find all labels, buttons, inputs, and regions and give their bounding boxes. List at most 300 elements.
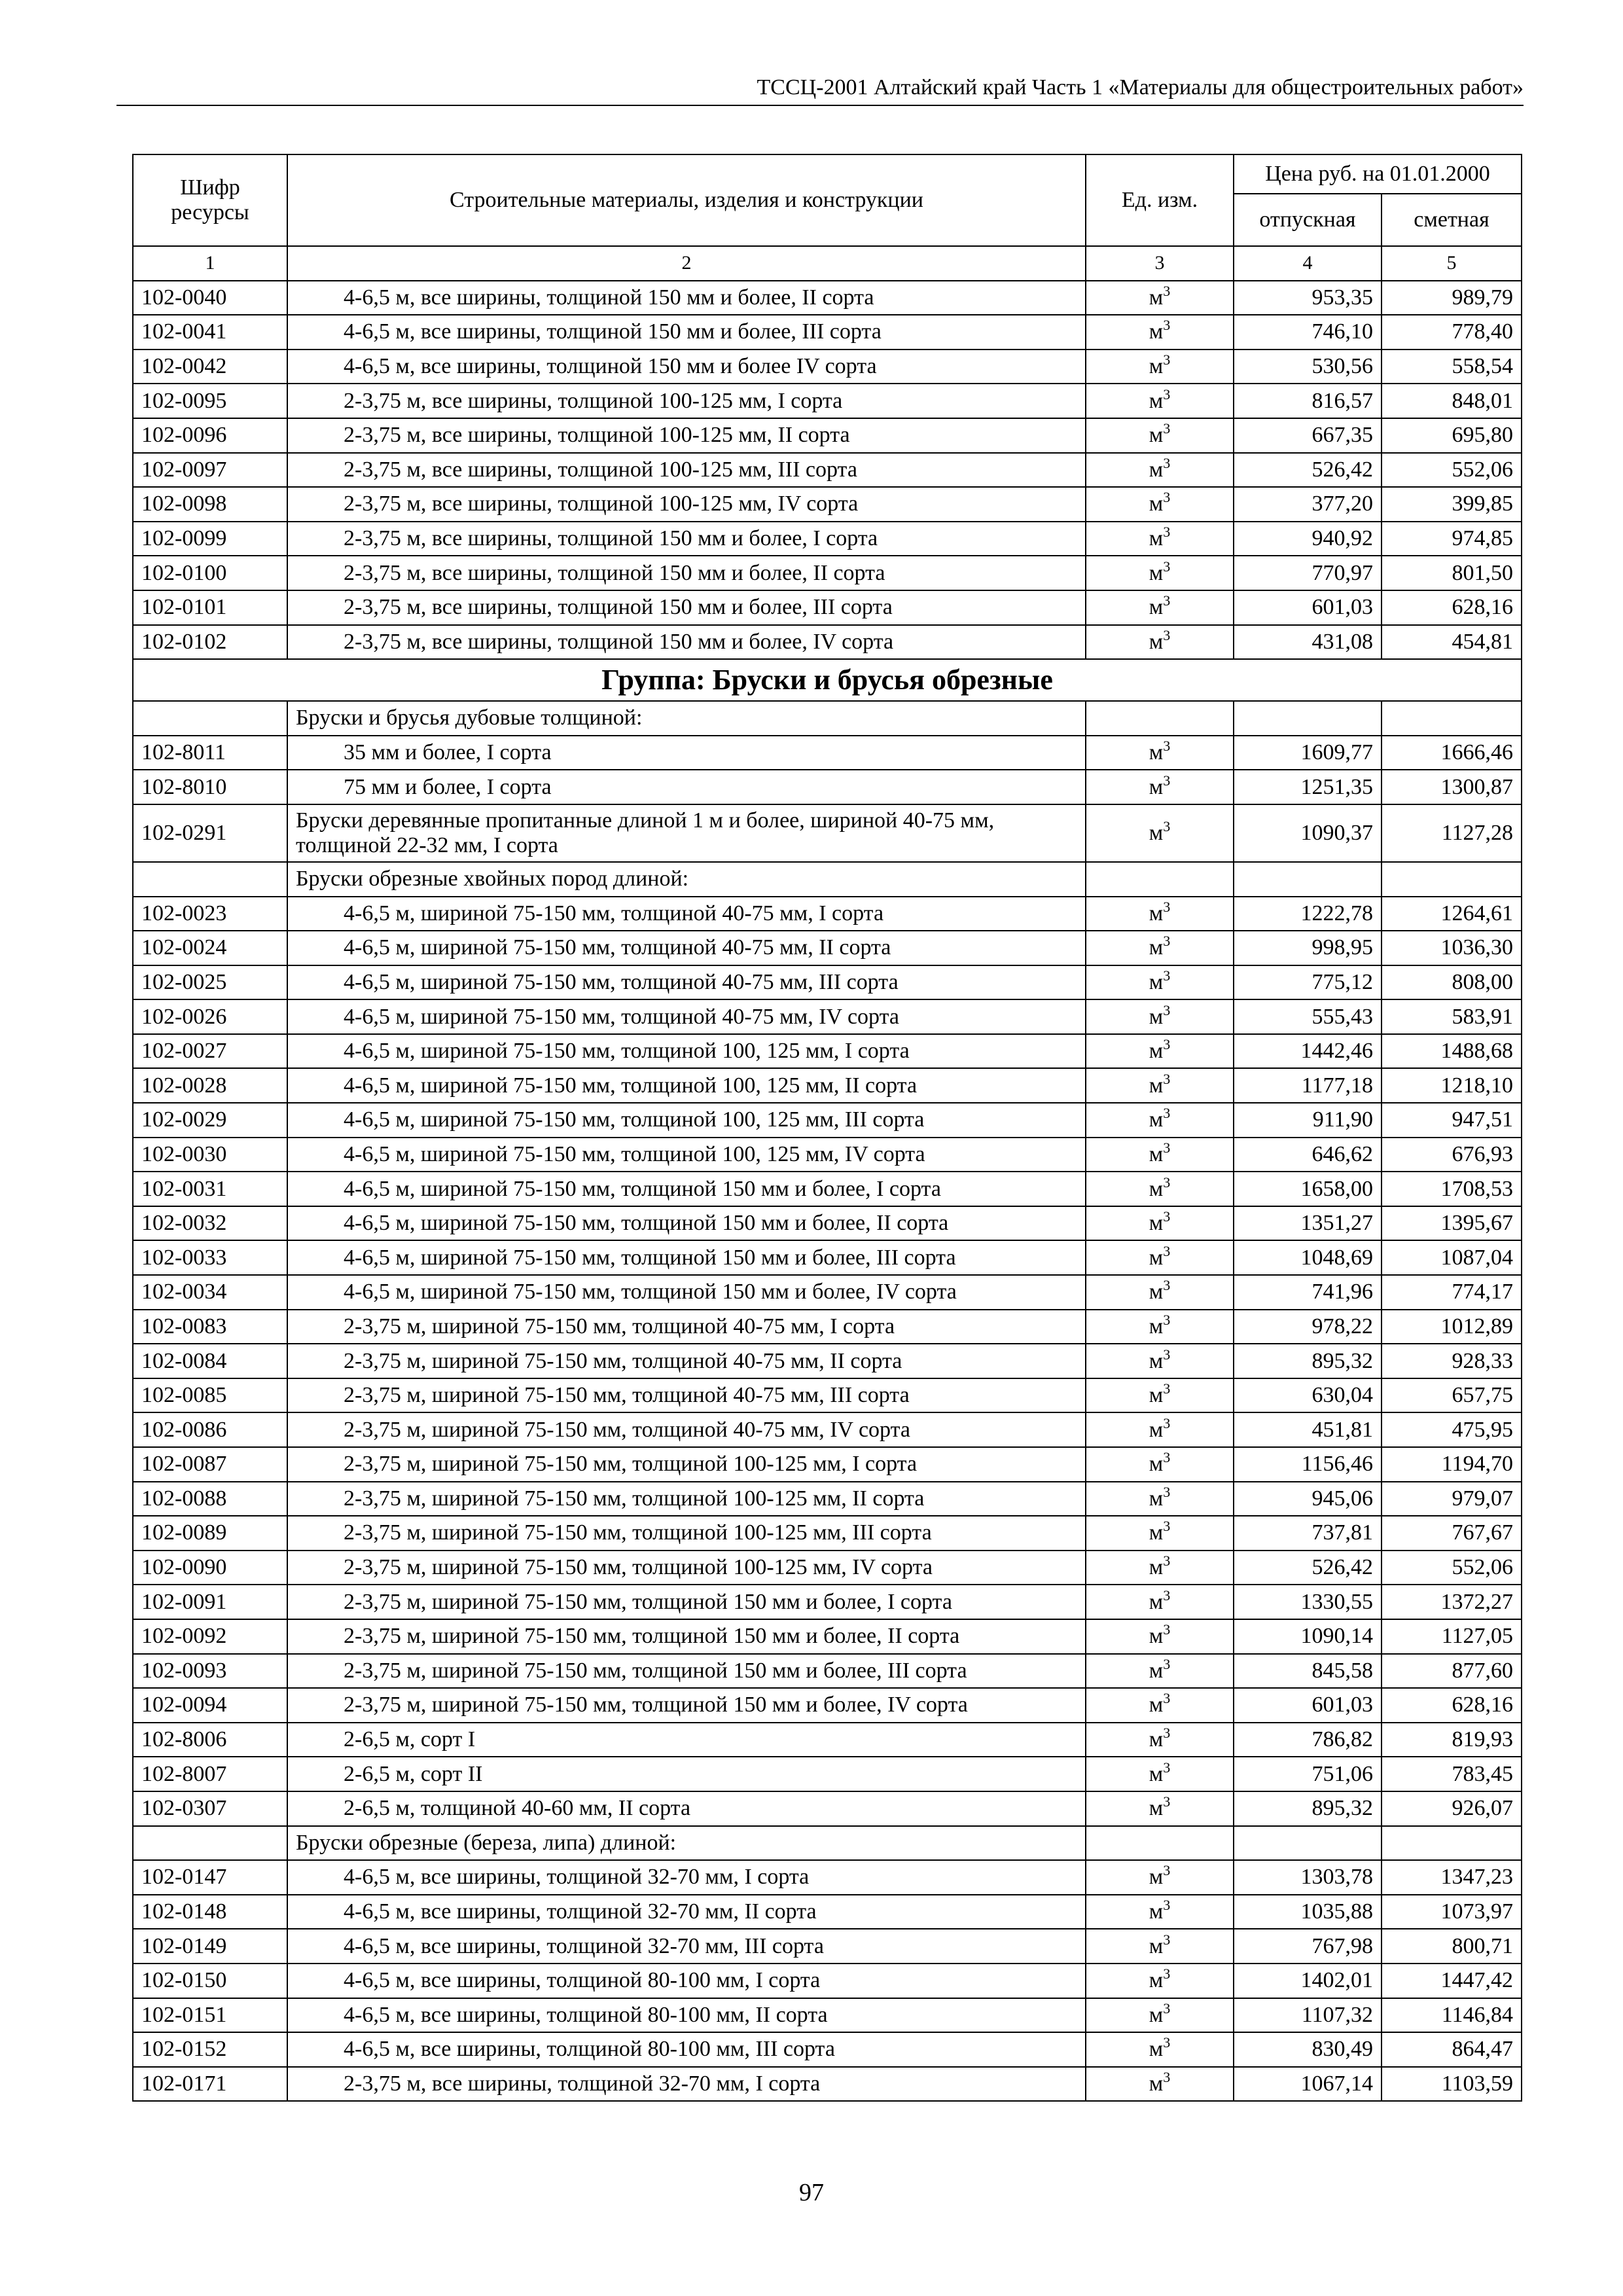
table-row (133, 625, 1522, 660)
subgroup-heading: Бруски и брусья дубовые толщиной: (287, 701, 1086, 736)
resource-code: 102-0095 (133, 384, 287, 418)
material-name: 2-6,5 м, сорт II (287, 1757, 1086, 1791)
price-release: 1048,69 (1234, 1240, 1382, 1275)
table-row (133, 1482, 1522, 1516)
unit-exponent: 3 (1163, 1897, 1171, 1914)
unit-label: м (1149, 285, 1164, 310)
unit-label: м (1149, 1417, 1164, 1442)
subgroup-unit-cell (1086, 701, 1234, 736)
unit-label: м (1149, 1899, 1164, 1924)
col-header-code: Шифр ресурсы (133, 154, 287, 246)
price-estimate: 1372,27 (1382, 1585, 1522, 1619)
unit-exponent: 3 (1163, 2068, 1171, 2085)
material-name: 4-6,5 м, шириной 75-150 мм, толщиной 40-75 мм, IV сорта (287, 999, 1086, 1034)
unit-label: м (1149, 1727, 1164, 1752)
unit-cell (1086, 1964, 1234, 1998)
table-row (133, 1344, 1522, 1378)
price-release: 751,06 (1234, 1757, 1382, 1791)
resource-code: 102-0030 (133, 1138, 287, 1172)
unit-exponent: 3 (1163, 1449, 1171, 1466)
price-estimate: 628,16 (1382, 590, 1522, 625)
table-row (133, 770, 1522, 804)
material-name: 2-3,75 м, все ширины, толщиной 150 мм и более, IV сорта (287, 625, 1086, 660)
price-release: 845,58 (1234, 1654, 1382, 1689)
table-row (133, 1275, 1522, 1310)
unit-cell (1086, 2032, 1234, 2067)
unit-cell (1086, 999, 1234, 1034)
unit-label: м (1149, 354, 1164, 379)
table-row (133, 1585, 1522, 1619)
unit-exponent: 3 (1163, 1346, 1171, 1363)
price-estimate: 628,16 (1382, 1688, 1522, 1723)
price-estimate: 808,00 (1382, 965, 1522, 1000)
price-estimate: 974,85 (1382, 522, 1522, 556)
resource-code: 102-8011 (133, 736, 287, 770)
unit-exponent: 3 (1163, 1931, 1171, 1948)
unit-exponent: 3 (1163, 1242, 1171, 1259)
material-name: 2-3,75 м, шириной 75-150 мм, толщиной 150 мм и более, I сорта (287, 1585, 1086, 1619)
unit-cell (1086, 1275, 1234, 1310)
unit-exponent: 3 (1163, 738, 1171, 755)
price-estimate: 1087,04 (1382, 1240, 1522, 1275)
unit-exponent: 3 (1163, 626, 1171, 643)
page-header: ТССЦ-2001 Алтайский край Часть 1 «Материалы для общестроительных работ» (116, 73, 1524, 106)
column-number: 4 (1234, 246, 1382, 281)
unit-exponent: 3 (1163, 933, 1171, 950)
unit-exponent: 3 (1163, 1965, 1171, 1982)
resource-code: 102-0100 (133, 556, 287, 590)
material-name: 2-3,75 м, шириной 75-150 мм, толщиной 40-75 мм, IV сорта (287, 1412, 1086, 1447)
price-table-body (133, 281, 1522, 2102)
price-estimate: 1127,28 (1382, 804, 1522, 862)
price-release: 1251,35 (1234, 770, 1382, 804)
unit-cell (1086, 1516, 1234, 1551)
resource-code: 102-0042 (133, 350, 287, 384)
price-estimate: 657,75 (1382, 1378, 1522, 1413)
price-release: 1609,77 (1234, 736, 1382, 770)
unit-label: м (1149, 1520, 1164, 1545)
unit-cell (1086, 1619, 1234, 1654)
unit-exponent: 3 (1163, 2000, 1171, 2017)
column-number: 5 (1382, 246, 1522, 281)
price-release: 601,03 (1234, 590, 1382, 625)
unit-label: м (1149, 423, 1164, 448)
material-name: 4-6,5 м, все ширины, толщиной 80-100 мм, I сорта (287, 1964, 1086, 1998)
price-estimate: 926,07 (1382, 1791, 1522, 1826)
price-release: 746,10 (1234, 315, 1382, 350)
price-release: 377,20 (1234, 487, 1382, 522)
table-row (133, 1619, 1522, 1654)
price-release: 431,08 (1234, 625, 1382, 660)
page-number: 97 (799, 2179, 824, 2206)
material-name: 4-6,5 м, шириной 75-150 мм, толщиной 40-75 мм, III сорта (287, 965, 1086, 1000)
subgroup-release-cell (1234, 1826, 1382, 1861)
table-row (133, 556, 1522, 590)
unit-label: м (1149, 595, 1164, 620)
subgroup-estimate-cell (1382, 862, 1522, 897)
unit-cell (1086, 1654, 1234, 1689)
price-release: 741,96 (1234, 1275, 1382, 1310)
unit-exponent: 3 (1163, 772, 1171, 789)
column-number: 3 (1086, 246, 1234, 281)
subgroup-row (133, 862, 1522, 897)
resource-code: 102-0023 (133, 897, 287, 931)
price-release: 630,04 (1234, 1378, 1382, 1413)
unit-label: м (1149, 1624, 1164, 1649)
price-estimate: 989,79 (1382, 281, 1522, 315)
unit-exponent: 3 (1163, 1311, 1171, 1328)
unit-exponent: 3 (1163, 1105, 1171, 1122)
price-estimate: 928,33 (1382, 1344, 1522, 1378)
unit-cell (1086, 1310, 1234, 1344)
resource-code: 102-0032 (133, 1206, 287, 1241)
resource-code: 102-0101 (133, 590, 287, 625)
unit-exponent: 3 (1163, 489, 1171, 506)
resource-code: 102-0092 (133, 1619, 287, 1654)
material-name: 2-3,75 м, шириной 75-150 мм, толщиной 40-75 мм, I сорта (287, 1310, 1086, 1344)
price-estimate: 1218,10 (1382, 1068, 1522, 1103)
price-estimate: 1073,97 (1382, 1895, 1522, 1929)
unit-exponent: 3 (1163, 592, 1171, 609)
price-release: 1222,78 (1234, 897, 1382, 931)
table-row (133, 1860, 1522, 1895)
price-release: 1330,55 (1234, 1585, 1382, 1619)
material-name: 4-6,5 м, шириной 75-150 мм, толщиной 100, 125 мм, III сорта (287, 1103, 1086, 1138)
price-release: 816,57 (1234, 384, 1382, 418)
column-number: 1 (133, 246, 287, 281)
price-estimate: 979,07 (1382, 1482, 1522, 1516)
unit-exponent: 3 (1163, 1587, 1171, 1604)
unit-cell (1086, 1688, 1234, 1723)
unit-cell (1086, 1585, 1234, 1619)
table-row (133, 281, 1522, 315)
unit-cell (1086, 1240, 1234, 1275)
price-release: 667,35 (1234, 418, 1382, 453)
price-estimate: 1447,42 (1382, 1964, 1522, 1998)
subgroup-code-cell (133, 701, 287, 736)
unit-exponent: 3 (1163, 282, 1171, 299)
material-name: 2-3,75 м, все ширины, толщиной 100-125 мм, III сорта (287, 453, 1086, 488)
unit-cell (1086, 931, 1234, 965)
unit-exponent: 3 (1163, 454, 1171, 471)
unit-cell (1086, 1138, 1234, 1172)
resource-code: 102-0102 (133, 625, 287, 660)
unit-cell (1086, 770, 1234, 804)
material-name: 4-6,5 м, шириной 75-150 мм, толщиной 150 мм и более, II сорта (287, 1206, 1086, 1241)
resource-code: 102-0291 (133, 804, 287, 862)
material-name: 4-6,5 м, все ширины, толщиной 32-70 мм, III сорта (287, 1929, 1086, 1964)
unit-exponent: 3 (1163, 1174, 1171, 1191)
table-row (133, 1723, 1522, 1757)
table-row (133, 1206, 1522, 1241)
material-name: 4-6,5 м, шириной 75-150 мм, толщиной 150 мм и более, III сорта (287, 1240, 1086, 1275)
price-estimate: 583,91 (1382, 999, 1522, 1034)
unit-label: м (1149, 1280, 1164, 1304)
material-name: 4-6,5 м, все ширины, толщиной 32-70 мм, I сорта (287, 1860, 1086, 1895)
price-estimate: 783,45 (1382, 1757, 1522, 1791)
unit-label: м (1149, 969, 1164, 994)
unit-label: м (1149, 1865, 1164, 1890)
unit-cell (1086, 1206, 1234, 1241)
material-name: 2-3,75 м, все ширины, толщиной 150 мм и более, III сорта (287, 590, 1086, 625)
unit-label: м (1149, 1176, 1164, 1201)
material-name: 2-3,75 м, шириной 75-150 мм, толщиной 100-125 мм, IV сорта (287, 1551, 1086, 1585)
unit-exponent: 3 (1163, 1036, 1171, 1053)
unit-cell (1086, 1068, 1234, 1103)
material-name: 4-6,5 м, шириной 75-150 мм, толщиной 100, 125 мм, IV сорта (287, 1138, 1086, 1172)
unit-label: м (1149, 1141, 1164, 1166)
price-estimate: 819,93 (1382, 1723, 1522, 1757)
col-header-estimate: сметная (1382, 194, 1522, 246)
unit-label: м (1149, 1245, 1164, 1270)
resource-code: 102-0086 (133, 1412, 287, 1447)
unit-cell (1086, 736, 1234, 770)
price-estimate: 552,06 (1382, 1551, 1522, 1585)
unit-cell (1086, 625, 1234, 660)
unit-exponent: 3 (1163, 386, 1171, 403)
unit-label: м (1149, 1589, 1164, 1614)
subgroup-row (133, 701, 1522, 736)
subgroup-unit-cell (1086, 1826, 1234, 1861)
unit-label: м (1149, 2037, 1164, 2062)
resource-code: 102-0027 (133, 1034, 287, 1069)
price-estimate: 676,93 (1382, 1138, 1522, 1172)
price-release: 895,32 (1234, 1344, 1382, 1378)
resource-code: 102-0147 (133, 1860, 287, 1895)
price-table (132, 154, 1522, 2102)
price-estimate: 801,50 (1382, 556, 1522, 590)
unit-exponent: 3 (1163, 1483, 1171, 1500)
price-release: 601,03 (1234, 1688, 1382, 1723)
material-name: 2-3,75 м, шириной 75-150 мм, толщиной 100-125 мм, II сорта (287, 1482, 1086, 1516)
column-number: 2 (287, 246, 1086, 281)
unit-label: м (1149, 1383, 1164, 1408)
resource-code: 102-0090 (133, 1551, 287, 1585)
resource-code: 102-0099 (133, 522, 287, 556)
table-row (133, 2032, 1522, 2067)
unit-exponent: 3 (1163, 420, 1171, 437)
table-row (133, 384, 1522, 418)
table-row (133, 1447, 1522, 1482)
resource-code: 102-0087 (133, 1447, 287, 1482)
unit-label: м (1149, 1486, 1164, 1511)
material-name: 4-6,5 м, шириной 75-150 мм, толщиной 40-75 мм, I сорта (287, 897, 1086, 931)
unit-cell (1086, 1034, 1234, 1069)
price-estimate: 767,67 (1382, 1516, 1522, 1551)
unit-cell (1086, 1344, 1234, 1378)
table-row (133, 999, 1522, 1034)
price-release: 953,35 (1234, 281, 1382, 315)
unit-exponent: 3 (1163, 1725, 1171, 1742)
price-estimate: 778,40 (1382, 315, 1522, 350)
price-release: 1035,88 (1234, 1895, 1382, 1929)
resource-code: 102-0085 (133, 1378, 287, 1413)
price-estimate: 1708,53 (1382, 1172, 1522, 1206)
table-row (133, 1516, 1522, 1551)
material-name: 4-6,5 м, шириной 75-150 мм, толщиной 150 мм и более, IV сорта (287, 1275, 1086, 1310)
group-heading: Группа: Бруски и брусья обрезные (133, 659, 1522, 701)
material-name: Бруски деревянные пропитанные длиной 1 м и более, шириной 40-75 мм, толщиной 22-32 мм, I сорта (287, 804, 1086, 862)
resource-code: 102-0029 (133, 1103, 287, 1138)
unit-label: м (1149, 1211, 1164, 1236)
unit-cell (1086, 350, 1234, 384)
unit-label: м (1149, 1968, 1164, 1993)
unit-exponent: 3 (1163, 817, 1171, 834)
unit-exponent: 3 (1163, 1139, 1171, 1156)
table-row (133, 1034, 1522, 1069)
unit-label: м (1149, 1348, 1164, 1373)
material-name: 4-6,5 м, все ширины, толщиной 32-70 мм, II сорта (287, 1895, 1086, 1929)
price-release: 1067,14 (1234, 2067, 1382, 2102)
unit-exponent: 3 (1163, 317, 1171, 334)
unit-cell (1086, 1378, 1234, 1413)
unit-cell (1086, 315, 1234, 350)
table-row (133, 1791, 1522, 1826)
unit-label: м (1149, 820, 1164, 845)
subgroup-estimate-cell (1382, 701, 1522, 736)
price-estimate: 475,95 (1382, 1412, 1522, 1447)
unit-exponent: 3 (1163, 2034, 1171, 2051)
price-release: 1351,27 (1234, 1206, 1382, 1241)
table-row (133, 590, 1522, 625)
price-release: 775,12 (1234, 965, 1382, 1000)
material-name: 75 мм и более, I сорта (287, 770, 1086, 804)
material-name: 4-6,5 м, все ширины, толщиной 150 мм и более IV сорта (287, 350, 1086, 384)
price-estimate: 1127,05 (1382, 1619, 1522, 1654)
table-row (133, 522, 1522, 556)
price-estimate: 1103,59 (1382, 2067, 1522, 2102)
unit-label: м (1149, 740, 1164, 765)
price-estimate: 800,71 (1382, 1929, 1522, 1964)
unit-cell (1086, 1860, 1234, 1895)
resource-code: 102-8006 (133, 1723, 287, 1757)
price-release: 998,95 (1234, 931, 1382, 965)
unit-exponent: 3 (1163, 898, 1171, 915)
unit-cell (1086, 1998, 1234, 2033)
table-row (133, 1412, 1522, 1447)
unit-label: м (1149, 457, 1164, 482)
material-name: 2-3,75 м, все ширины, толщиной 32-70 мм, I сорта (287, 2067, 1086, 2102)
material-name: 4-6,5 м, все ширины, толщиной 150 мм и более, II сорта (287, 281, 1086, 315)
table-row (133, 804, 1522, 862)
table-row (133, 1998, 1522, 2033)
price-release: 737,81 (1234, 1516, 1382, 1551)
resource-code: 102-0089 (133, 1516, 287, 1551)
material-name: 2-3,75 м, все ширины, толщиной 150 мм и более, I сорта (287, 522, 1086, 556)
unit-cell (1086, 1551, 1234, 1585)
price-release: 526,42 (1234, 1551, 1382, 1585)
price-estimate: 864,47 (1382, 2032, 1522, 2067)
unit-exponent: 3 (1163, 524, 1171, 541)
resource-code: 102-0148 (133, 1895, 287, 1929)
price-estimate: 774,17 (1382, 1275, 1522, 1310)
price-release: 1090,37 (1234, 804, 1382, 862)
subgroup-code-cell (133, 862, 287, 897)
price-estimate: 558,54 (1382, 350, 1522, 384)
unit-label: м (1149, 629, 1164, 654)
col-header-unit: Ед. изм. (1086, 154, 1234, 246)
resource-code: 102-0088 (133, 1482, 287, 1516)
material-name: 2-3,75 м, шириной 75-150 мм, толщиной 40-75 мм, II сорта (287, 1344, 1086, 1378)
unit-cell (1086, 804, 1234, 862)
price-estimate: 1300,87 (1382, 770, 1522, 804)
table-row (133, 2067, 1522, 2102)
unit-label: м (1149, 1555, 1164, 1580)
unit-label: м (1149, 2071, 1164, 2096)
price-estimate: 1264,61 (1382, 897, 1522, 931)
unit-exponent: 3 (1163, 1655, 1171, 1672)
unit-exponent: 3 (1163, 351, 1171, 368)
unit-exponent: 3 (1163, 1380, 1171, 1397)
price-release: 1658,00 (1234, 1172, 1382, 1206)
table-row (133, 1068, 1522, 1103)
price-release: 530,56 (1234, 350, 1382, 384)
table-row (133, 1895, 1522, 1929)
subgroup-row (133, 1826, 1522, 1861)
resource-code: 102-0150 (133, 1964, 287, 1998)
price-release: 1107,32 (1234, 1998, 1382, 2033)
price-release: 555,43 (1234, 999, 1382, 1034)
unit-label: м (1149, 901, 1164, 925)
price-release: 1442,46 (1234, 1034, 1382, 1069)
resource-code: 102-8007 (133, 1757, 287, 1791)
price-release: 786,82 (1234, 1723, 1382, 1757)
material-name: 2-3,75 м, все ширины, толщиной 100-125 мм, II сорта (287, 418, 1086, 453)
material-name: 4-6,5 м, шириной 75-150 мм, толщиной 150 мм и более, I сорта (287, 1172, 1086, 1206)
price-release: 895,32 (1234, 1791, 1382, 1826)
material-name: 2-6,5 м, сорт I (287, 1723, 1086, 1757)
col-header-price: Цена руб. на 01.01.2000 (1234, 154, 1522, 194)
col-header-name: Строительные материалы, изделия и конструкции (287, 154, 1086, 246)
price-release: 1156,46 (1234, 1447, 1382, 1482)
table-row (133, 1929, 1522, 1964)
resource-code: 102-0031 (133, 1172, 287, 1206)
unit-label: м (1149, 1693, 1164, 1717)
unit-exponent: 3 (1163, 1793, 1171, 1810)
unit-exponent: 3 (1163, 1690, 1171, 1707)
table-row (133, 487, 1522, 522)
table-row (133, 1964, 1522, 1998)
material-name: 2-3,75 м, все ширины, толщиной 100-125 мм, IV сорта (287, 487, 1086, 522)
resource-code: 102-0171 (133, 2067, 287, 2102)
unit-label: м (1149, 1452, 1164, 1477)
unit-label: м (1149, 774, 1164, 799)
material-name: 4-6,5 м, шириной 75-150 мм, толщиной 100, 125 мм, I сорта (287, 1034, 1086, 1069)
unit-label: м (1149, 526, 1164, 551)
resource-code: 102-0040 (133, 281, 287, 315)
resource-code: 102-0307 (133, 1791, 287, 1826)
unit-label: м (1149, 1107, 1164, 1132)
subgroup-release-cell (1234, 701, 1382, 736)
table-row (133, 315, 1522, 350)
unit-label: м (1149, 1761, 1164, 1786)
unit-exponent: 3 (1163, 558, 1171, 575)
resource-code: 102-0084 (133, 1344, 287, 1378)
price-estimate: 1395,67 (1382, 1206, 1522, 1241)
unit-exponent: 3 (1163, 1862, 1171, 1879)
table-row (133, 453, 1522, 488)
unit-cell (1086, 1412, 1234, 1447)
price-release: 830,49 (1234, 2032, 1382, 2067)
resource-code: 102-0098 (133, 487, 287, 522)
price-estimate: 1194,70 (1382, 1447, 1522, 1482)
unit-label: м (1149, 1073, 1164, 1098)
table-row (133, 418, 1522, 453)
material-name: 2-3,75 м, все ширины, толщиной 150 мм и более, II сорта (287, 556, 1086, 590)
price-release: 911,90 (1234, 1103, 1382, 1138)
material-name: 2-3,75 м, шириной 75-150 мм, толщиной 150 мм и более, IV сорта (287, 1688, 1086, 1723)
group-heading-row (133, 659, 1522, 701)
